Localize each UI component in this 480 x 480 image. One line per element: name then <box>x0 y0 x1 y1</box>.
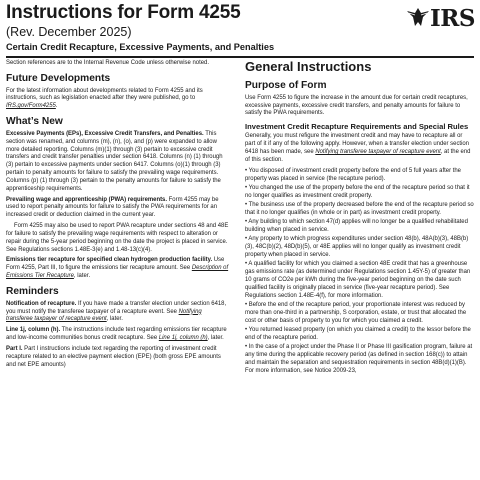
icr-intro: Generally, you must refigure the investment credit and may have to recapture all or part of it if any of the following apply. However, when a transfer election under section 6418 has been made, see Notifying transferee taxpayer of recapture event, at the end of this section. <box>245 133 471 163</box>
irs-eagle-icon <box>406 6 430 28</box>
notification-paragraph: Notification of recapture. If you have made a transfer election under section 6418, you must notify the transferee taxpayer of a recapture event. See Notifying transferee taxpayer of recapture event, later. <box>6 300 227 323</box>
bullet-item: • You returned leased property (on which you claimed a credit) to the lessor before the end of the recapture period. <box>245 327 474 343</box>
icr-heading: Investment Credit Recapture Requirements and Special Rules <box>245 122 469 132</box>
reminders-heading: Reminders <box>6 286 59 297</box>
bullet-item: • In the case of a project under the Phase II or Phase III gasification program, failure at any time during the applicable recovery period (as defined in section 168(c)) to attain and maintain the separation and sequestration requirements in section 48B(d)(1)(B). For more information, see Notice 2009-23, <box>245 344 474 375</box>
bullet-item: • The business use of the property decreased before the end of the recapture period so that it no longer qualifies (in whole or in part) as investment credit property. <box>245 202 474 218</box>
future-developments-heading: Future Developments <box>6 72 111 84</box>
pwa-paragraph-2: Form 4255 may also be used to report PWA recapture under sections 48 and 48E for failure to satisfy the prevailing wage requirements with respect to alteration or repair during the 5-year period beginning on the date the project is placed in service. See Regulations sections 1.48E-3(e) and 1.48-13(c)(4). <box>6 223 229 253</box>
icr-notifying-link[interactable]: Notifying transferee taxpayer of recapture event <box>315 148 441 155</box>
document-header <box>6 2 474 54</box>
pwa-paragraph: Prevailing wage and apprenticeship (PWA) requirements. Form 4255 may be used to report penalty amounts for failure to satisfy the PWA requirements for an increased credit or deduction claimed in the current year. <box>6 196 219 219</box>
excessive-payments-paragraph: Excessive Payments (EPs), Excessive Credit Transfers, and Penalties. This section was renamed, and columns (m), (n), (o), and (p) were expanded to allow more detailed reporting. Columns (m)(1) through (3) pertain to excessive credit transfers and credit transfer penalties under section 6418. Columns (n) (1) through (3) pertain to excessive payments under section 6417. Columns (o)(1) through (3) pertain to penalty amounts for failure to satisfy the prevailing wage requirements. Columns (p) (1) through (3) pertain to the penalty amounts for failure to satisfy the apprenticeship requirements. <box>6 130 223 192</box>
bullet-item: • Any building to which section 47(d) applies will no longer be a qualified rehabilitated building when placed in service. <box>245 219 474 235</box>
whats-new-heading: What’s New <box>6 116 63 128</box>
general-instructions-heading: General Instructions <box>245 59 372 74</box>
line1j-link[interactable]: Line 1j, column (h) <box>158 335 208 342</box>
bullet-item: • A qualified facility for which you claimed a section 48E credit that has a greenhouse gas emissions rate (as determined under Regulations section 1.45Y-5) of greater than 10 grams of CO2e per kWh during the five-year period beginning on the date such qualified facility is originally placed in service (five-year recapture period). See Regulations section 1.48E-4(f), for more information. <box>245 261 474 300</box>
bullet-item: • You disposed of investment credit property before the end of 5 full years after the property was placed in service (the recapture period). <box>245 168 474 184</box>
future-developments-text: For the latest information about developments related to Form 4255 and its instructions, such as legislation enacted after they were published, go to IRS.gov/Form4255. <box>6 87 203 110</box>
emissions-paragraph: Emissions tier recapture for specified clean hydrogen production facility. Use Form 4255, Part III, to figure the emissions tier recapture amount. See Description of Emissions Tier Recapture, later. <box>6 257 229 280</box>
irs-logo <box>406 4 474 30</box>
purpose-heading: Purpose of Form <box>245 79 327 91</box>
line1j-paragraph: Line 1j, column (h). The instructions include text regarding emissions tier recapture and low-income communities bonus credit recapture. See Line 1j, column (h), later. <box>6 327 227 342</box>
bullet-item: • Any property to which progress expenditures under section 48(b), 48A(b)(3), 48B(b)(3), 48C(b)(2), 48D(b)(5), or 48E applies will no longer qualify as investment credit property when placed in service. <box>245 236 474 260</box>
header-divider <box>6 56 474 58</box>
intro-text: Section references are to the Internal Revenue Code unless otherwise noted. <box>6 60 209 66</box>
revision-date: (Rev. December 2025) <box>6 25 132 39</box>
notifying-transferee-link[interactable]: Notifying transferee taxpayer of recapture event <box>6 308 202 323</box>
purpose-text: Use Form 4255 to figure the increase in the amount due for certain credit recaptures, excessive payments, excessive credit transfers, and penalty amounts for failure to satisfy the PWA requirements. <box>245 94 468 117</box>
form4255-link[interactable]: IRS.gov/Form4255 <box>6 103 56 110</box>
right-column <box>245 60 474 377</box>
left-column <box>6 60 230 372</box>
bullet-item: • You changed the use of the property before the end of the recapture period so that it no longer qualifies as investment credit property. <box>245 185 474 201</box>
document-title: Instructions for Form 4255 <box>6 2 241 23</box>
document-subtitle: Certain Credit Recapture, Excessive Payments, and Penalties <box>6 42 275 52</box>
irs-logo-text: IRS <box>430 5 475 32</box>
part1-paragraph: Part I. Part I instructions include text regarding the reporting of investment credit recapture related to an elective payment election (EPE) (both gross EPE amounts and net EPE amounts) <box>6 345 221 368</box>
emissions-tier-link[interactable]: Description of Emissions Tier Recapture <box>6 265 229 280</box>
bullet-item: • Before the end of the recapture period, your proportionate interest was reduced by more than one-third in a partnership, S corporation, estate, or trust that allocated the cost or other basis of property to you for which you claimed a credit. <box>245 302 474 326</box>
